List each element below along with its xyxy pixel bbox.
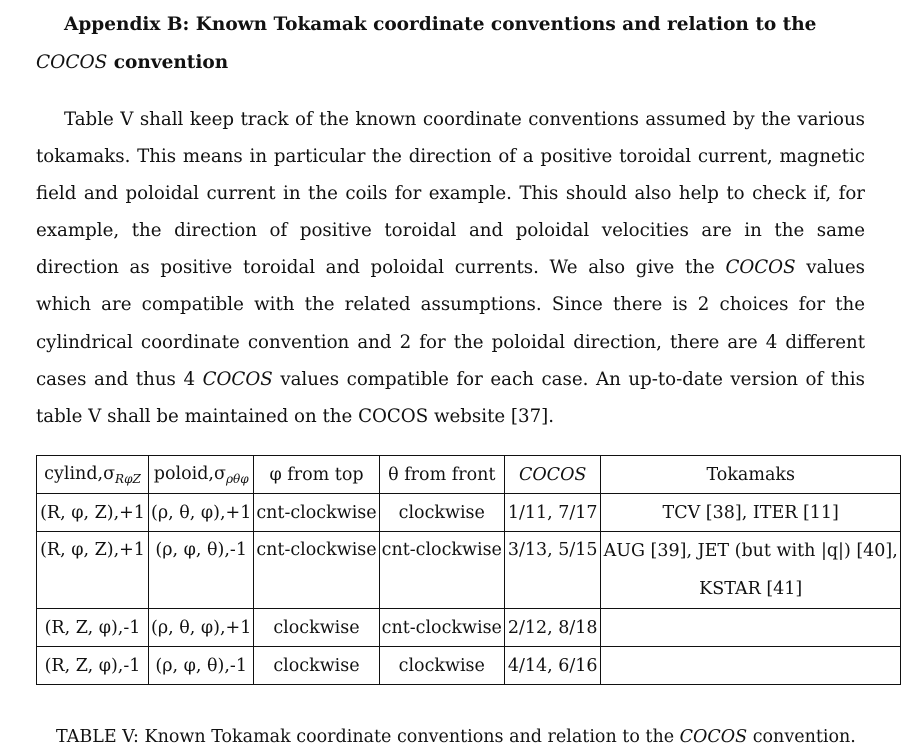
paragraph-part2: values which are compatible with the related assumptions. Since there is 2 choices for the cylindrical coordinate convention and 2 for the poloidal direction, there are 4 different cases and thus 4 [36,257,865,390]
caption-cocos: COCOS [679,727,748,747]
cell-cylind: (R, Z, φ),-1 [37,647,149,685]
cell-tokamaks [601,647,901,685]
cell-phi: cnt-clockwise [254,494,379,532]
header-tokamaks: Tokamaks [601,456,901,494]
header-poloid-label: poloid,σ [153,463,226,484]
cell-phi: clockwise [254,647,379,685]
cell-theta: clockwise [379,494,504,532]
cell-theta: clockwise [379,647,504,685]
table-row [37,609,901,647]
cell-cocos: 1/11, 7/17 [504,494,601,532]
header-poloid [149,456,254,494]
cell-cylind: (R, Z, φ),-1 [37,609,149,647]
header-theta-from-front: θ from front [379,456,504,494]
cell-poloid: (ρ, θ, φ),+1 [149,609,254,647]
header-cocos: COCOS [504,456,601,494]
cell-cocos: 3/13, 5/15 [504,532,601,609]
cell-phi: clockwise [254,609,379,647]
cell-theta: cnt-clockwise [379,532,504,609]
appendix-heading [36,6,866,82]
cell-poloid: (ρ, φ, θ),-1 [149,532,254,609]
cell-theta: cnt-clockwise [379,609,504,647]
table-row [37,494,901,532]
header-cylind-subscript: RφZ [115,471,141,486]
header-cylind-label: cylind,σ [44,463,116,484]
header-phi-from-top: φ from top [254,456,379,494]
cell-cylind: (R, φ, Z),+1 [37,494,149,532]
body-paragraph [36,101,865,435]
table-row [37,647,901,685]
paragraph-cocos-2: COCOS [202,368,273,390]
cell-cocos: 2/12, 8/18 [504,609,601,647]
heading-prefix: Appendix B: Known Tokamak coordinate conventions and relation to the [64,14,817,35]
cell-tokamaks [601,532,901,609]
cell-tokamaks: TCV [38], ITER [11] [601,494,901,532]
table-header-row [37,456,901,494]
cell-tokamaks-line2: KSTAR [41] [699,579,803,599]
cell-tokamaks [601,609,901,647]
header-cylind [37,456,149,494]
cell-phi: cnt-clockwise [254,532,379,609]
cell-tokamaks-line1: AUG [39], JET (but with |q|) [40], [603,541,898,561]
caption-prefix: TABLE V: Known Tokamak coordinate conventions and relation to the [56,727,675,747]
paragraph-part1: Table V shall keep track of the known coordinate conventions assumed by the various tokamaks. This means in particular the direction of a positive toroidal current, magnetic field and poloidal current in the coils for example. This should also help to check if, for example, the direction of positive toroidal and poloidal velocities are in the same direction as positive toroidal and poloidal currents. We also give the [36,109,865,279]
cell-poloid: (ρ, θ, φ),+1 [149,494,254,532]
heading-suffix: convention [113,52,229,73]
cell-poloid: (ρ, φ, θ),-1 [149,647,254,685]
cell-cocos: 4/14, 6/16 [504,647,601,685]
paragraph-part3: values compatible for each case. An up-to-date version of this table V shall be maintained on the COCOS website [37]. [36,368,865,427]
caption-suffix: convention. [752,727,856,747]
table-row [37,532,901,609]
paragraph-cocos-1: COCOS [725,257,796,279]
tokamak-conventions-table [36,455,901,685]
header-poloid-subscript: ρθφ [225,471,249,486]
table-caption [56,722,856,752]
cell-cylind: (R, φ, Z),+1 [37,532,149,609]
heading-cocos: COCOS [36,52,108,73]
